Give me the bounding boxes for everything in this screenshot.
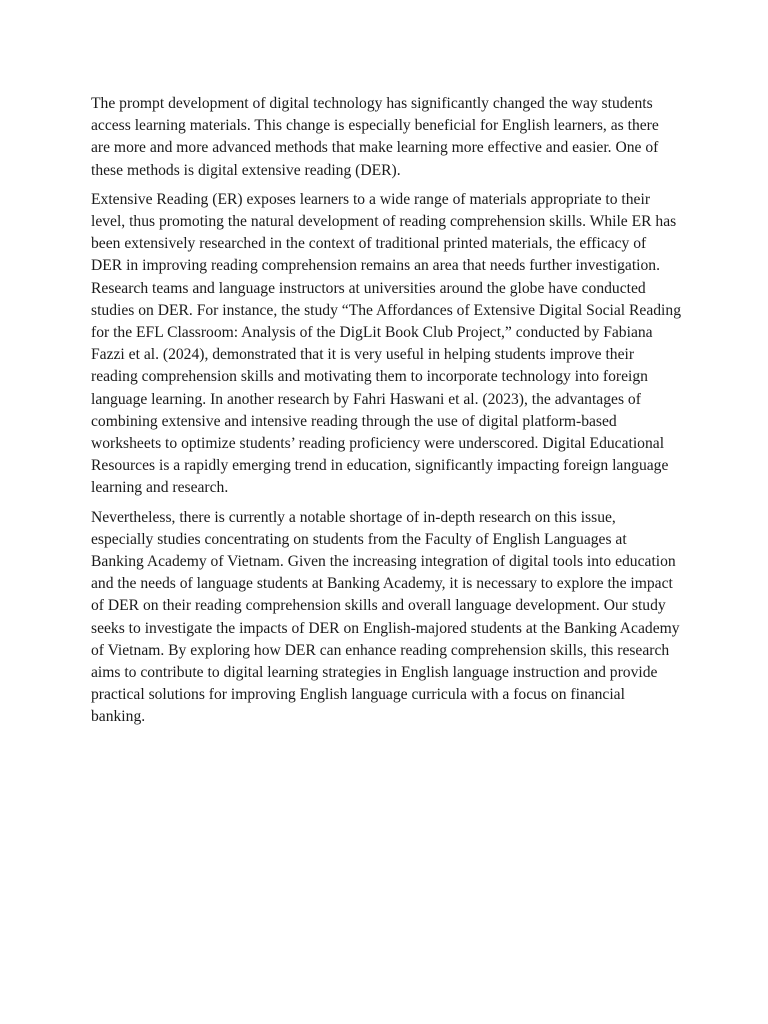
paragraph-extensive-reading: Extensive Reading (ER) exposes learners to a wide range of materials appropriate to their level, thus promoting the natural development of reading comprehension skills. While ER has been extensively researched in the context of traditional printed materials, the efficacy of DER in improving reading comprehension remains an area that needs further investigation. Research teams and language instructors at universities around the globe have conducted studies on DER. For instance, the study “The Affordances of Extensive Digital Social Reading for the EFL Classroom: Analysis of the DigLit Book Club Project,” conducted by Fabiana Fazzi et al. (2024), demonstrated that it is very useful in helping students improve their reading comprehension skills and motivating them to incorporate technology into foreign language learning. In another research by Fahri Haswani et al. (2023), the advantages of combining extensive and intensive reading through the use of digital platform-based worksheets to optimize students’ reading proficiency were underscored. Digital Educational Resources is a rapidly emerging trend in education, significantly impacting foreign language learning and research. — [91, 190, 681, 497]
paragraph-intro: The prompt development of digital technology has significantly changed the way students access learning materials. This change is especially beneficial for English learners, as there are more and more advanced methods that make learning more effective and easier. One of these methods is digital extensive reading (DER). — [91, 95, 659, 179]
document-body — [91, 93, 681, 736]
paragraph-research-gap: Nevertheless, there is currently a notable shortage of in-depth research on this issue, especially studies concentrating on students from the Faculty of English Languages at Banking Academy of Vietnam. Given the increasing integration of digital tools into education and the needs of language students at Banking Academy, it is necessary to explore the impact of DER on their reading comprehension skills and overall language development. Our study seeks to investigate the impacts of DER on English-majored students at the Banking Academy of Vietnam. By exploring how DER can enhance reading comprehension skills, this research aims to contribute to digital learning strategies in English language instruction and provide practical solutions for improving English language curricula with a focus on financial banking. — [91, 508, 680, 726]
